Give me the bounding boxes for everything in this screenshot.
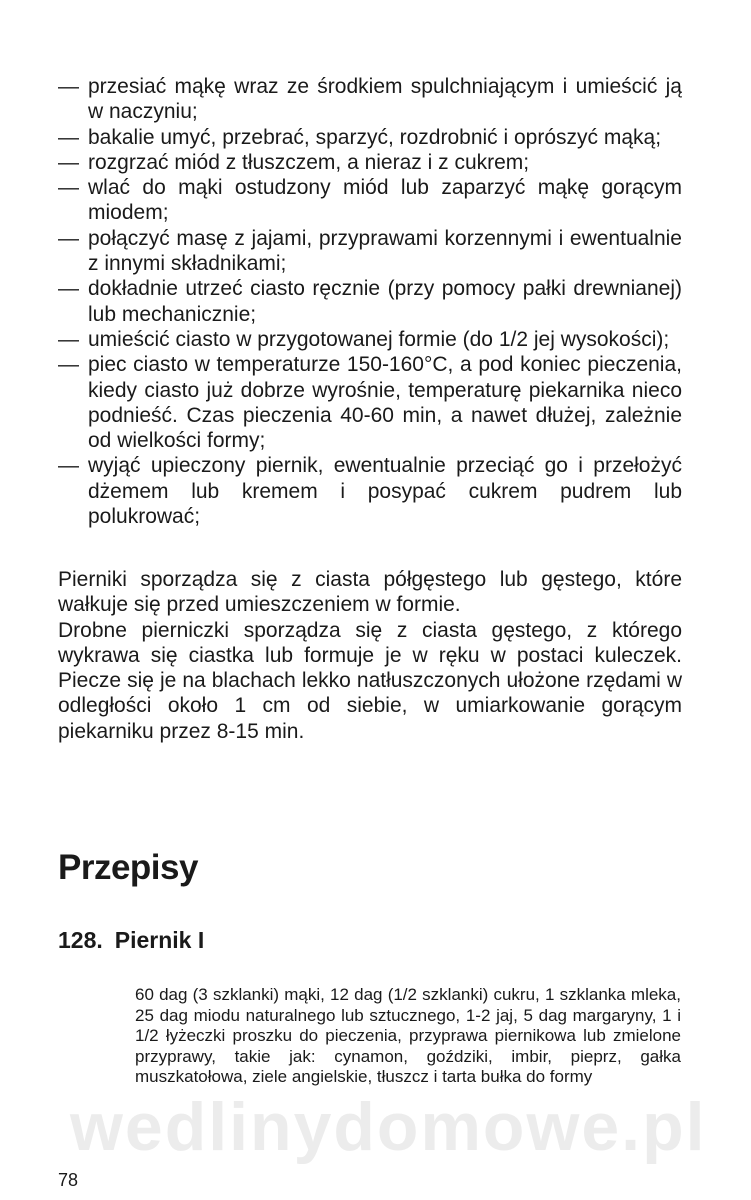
- instruction-item: [58, 150, 682, 175]
- dash-bullet: —: [58, 226, 79, 250]
- recipe-number: 128.: [58, 927, 103, 953]
- instruction-item: [58, 276, 682, 327]
- instruction-item: [58, 74, 682, 125]
- paragraph: Drobne pierniczki sporządza się z ciasta gęstego, z którego wykrawa się ciastka lub formuje je w ręku w postaci kuleczek. Piecze się je na blachach lekko natłuszczonych ułożone rzędami w odległości około 1 cm od siebie, w umiarkowanie gorącym piekarniku przez 8-15 min.: [58, 618, 682, 743]
- dash-bullet: —: [58, 327, 79, 351]
- dash-bullet: —: [58, 353, 79, 377]
- instruction-text: bakalie umyć, przebrać, sparzyć, rozdrobnić i oprószyć mąką;: [88, 125, 662, 149]
- dash-bullet: —: [58, 277, 79, 301]
- dash-bullet: —: [58, 150, 79, 174]
- instruction-text: piec ciasto w temperaturze 150-160°C, a pod koniec pieczenia, kiedy ciasto już dobrze wyrośnie, temperaturę piekarnika nieco podnieść. Czas pieczenia 40-60 min, a nawet dłużej, zależnie od wielkości formy;: [88, 353, 682, 453]
- instruction-text: przesiać mąkę wraz ze środkiem spulchniającym i umieścić ją w naczyniu;: [88, 75, 682, 124]
- instruction-text: wyjąć upieczony piernik, ewentualnie przeciąć go i przełożyć dżemem lub kremem i posypać cukrem pudrem lub polukrować;: [88, 454, 682, 529]
- instruction-item: [58, 352, 682, 453]
- instruction-item: [58, 226, 682, 277]
- instruction-text: połączyć masę z jajami, przyprawami korzennymi i ewentualnie z innymi składnikami;: [88, 226, 682, 276]
- instruction-list: [58, 74, 682, 529]
- instruction-text: umieścić ciasto w przygotowanej formie (do 1/2 jej wysokości);: [88, 327, 670, 351]
- paragraph: Pierniki sporządza się z ciasta półgęstego lub gęstego, które wałkuje się przed umieszczeniem w formie.: [58, 568, 682, 617]
- watermark: wedlinydomowe.pl: [70, 1089, 707, 1165]
- instruction-item: [58, 327, 682, 352]
- dash-bullet: —: [58, 454, 79, 478]
- ingredients-text: 60 dag (3 szklanki) mąki, 12 dag (1/2 szklanki) cukru, 1 szklanka mleka, 25 dag miodu naturalnego lub sztucznego, 1-2 jaj, 5 dag margaryny, 1 i 1/2 łyżeczki proszku do pieczenia, przyprawa piernikowa lub zmielone przyprawy, takie jak: cynamon, goździki, imbir, pieprz, gałka muszkatołowa, ziele angielskie, tłuszcz i tarta bułka do formy: [135, 985, 681, 1086]
- instruction-text: rozgrzać miód z tłuszczem, a nieraz i z cukrem;: [88, 150, 530, 174]
- section-heading: Przepisy: [58, 848, 198, 887]
- body-paragraphs: [58, 567, 682, 744]
- instruction-text: dokładnie utrzeć ciasto ręcznie (przy pomocy pałki drewnianej) lub mechanicznie;: [88, 277, 682, 326]
- recipe-heading: [58, 927, 204, 954]
- page-number: 78: [58, 1170, 79, 1190]
- recipe-name: Piernik I: [114, 927, 205, 953]
- dash-bullet: —: [58, 125, 79, 149]
- instruction-item: [58, 175, 682, 226]
- instruction-text: wlać do mąki ostudzony miód lub zaparzyć mąkę gorącym miodem;: [88, 176, 682, 225]
- dash-bullet: —: [58, 75, 79, 98]
- dash-bullet: —: [58, 176, 79, 200]
- instruction-item: [58, 453, 682, 529]
- instruction-item: [58, 125, 682, 150]
